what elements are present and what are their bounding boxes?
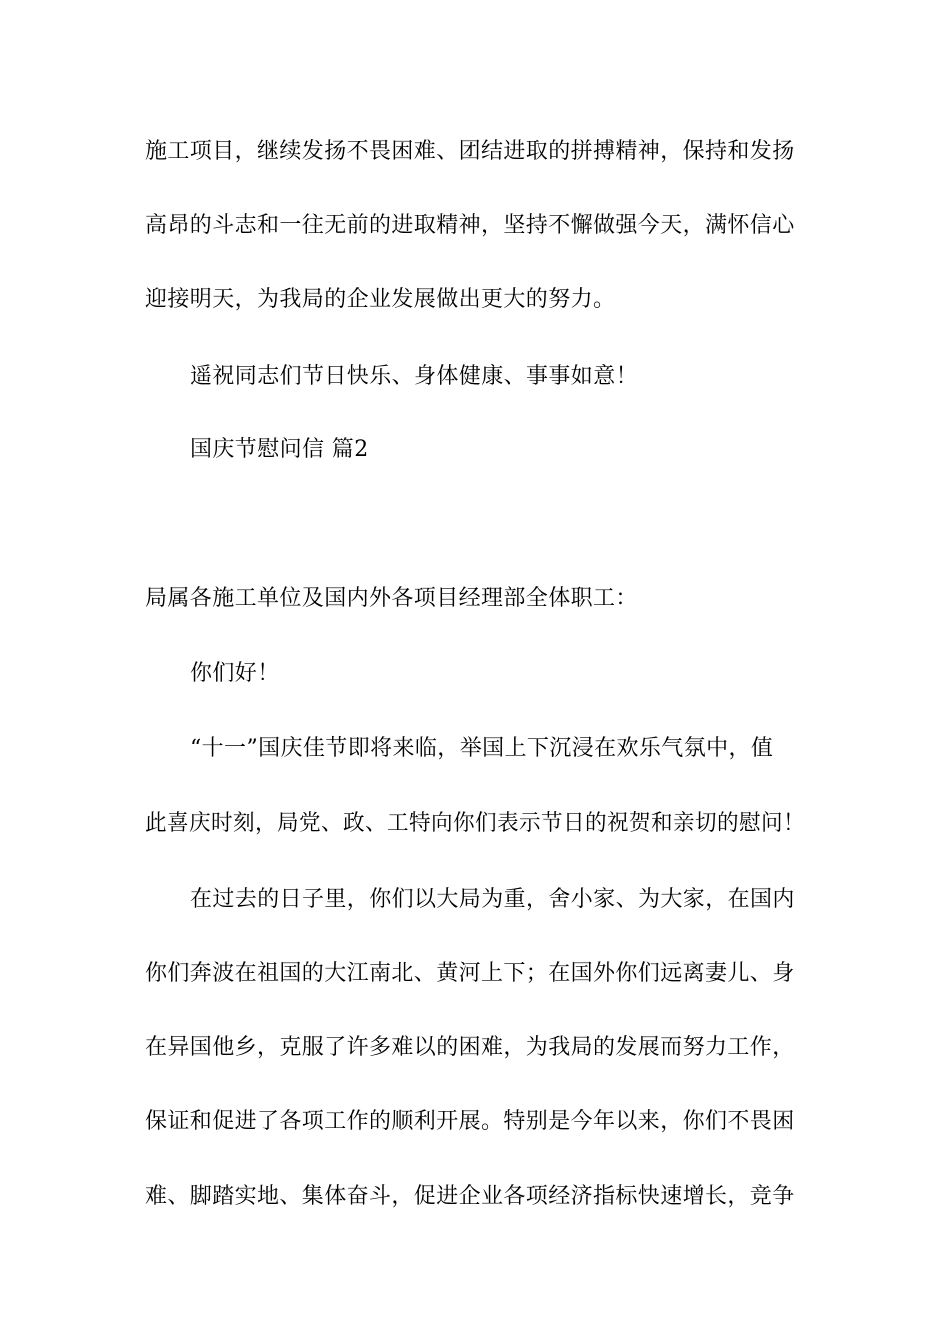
paragraph-line: 在过去的日子里，你们以大局为重，舍小家、为大家，在国内 <box>190 887 795 912</box>
paragraph-line: 你们奔波在祖国的大江南北、黄河上下；在国外你们远离妻儿、身 <box>145 961 795 986</box>
salutation-line: 局属各施工单位及国内外各项目经理部全体职工： <box>145 586 638 611</box>
greeting-line: 遥祝同志们节日快乐、身体健康、事事如意！ <box>190 364 639 389</box>
paragraph-line: 迎接明天，为我局的企业发展做出更大的努力。 <box>145 287 616 312</box>
paragraph-line: 施工项目，继续发扬不畏困难、团结进取的拼搏精神，保持和发扬 <box>145 139 795 164</box>
paragraph-line: 此喜庆时刻，局党、政、工特向你们表示节日的祝贺和亲切的慰问！ <box>145 811 806 836</box>
paragraph-line: 高昂的斗志和一往无前的进取精神，坚持不懈做强今天，满怀信心 <box>145 213 795 238</box>
section-heading: 国庆节慰问信 篇2 <box>190 437 369 462</box>
paragraph-line: 保证和促进了各项工作的顺利开展。特别是今年以来，你们不畏困 <box>145 1109 795 1134</box>
greeting-line: 你们好！ <box>190 661 280 686</box>
paragraph-line: 在异国他乡，克服了许多难以的困难，为我局的发展而努力工作， <box>145 1035 795 1060</box>
paragraph-line: 难、脚踏实地、集体奋斗，促进企业各项经济指标快速增长，竞争 <box>145 1184 795 1209</box>
paragraph-line: “十一”国庆佳节即将来临，举国上下沉浸在欢乐气氛中，值 <box>190 736 774 761</box>
